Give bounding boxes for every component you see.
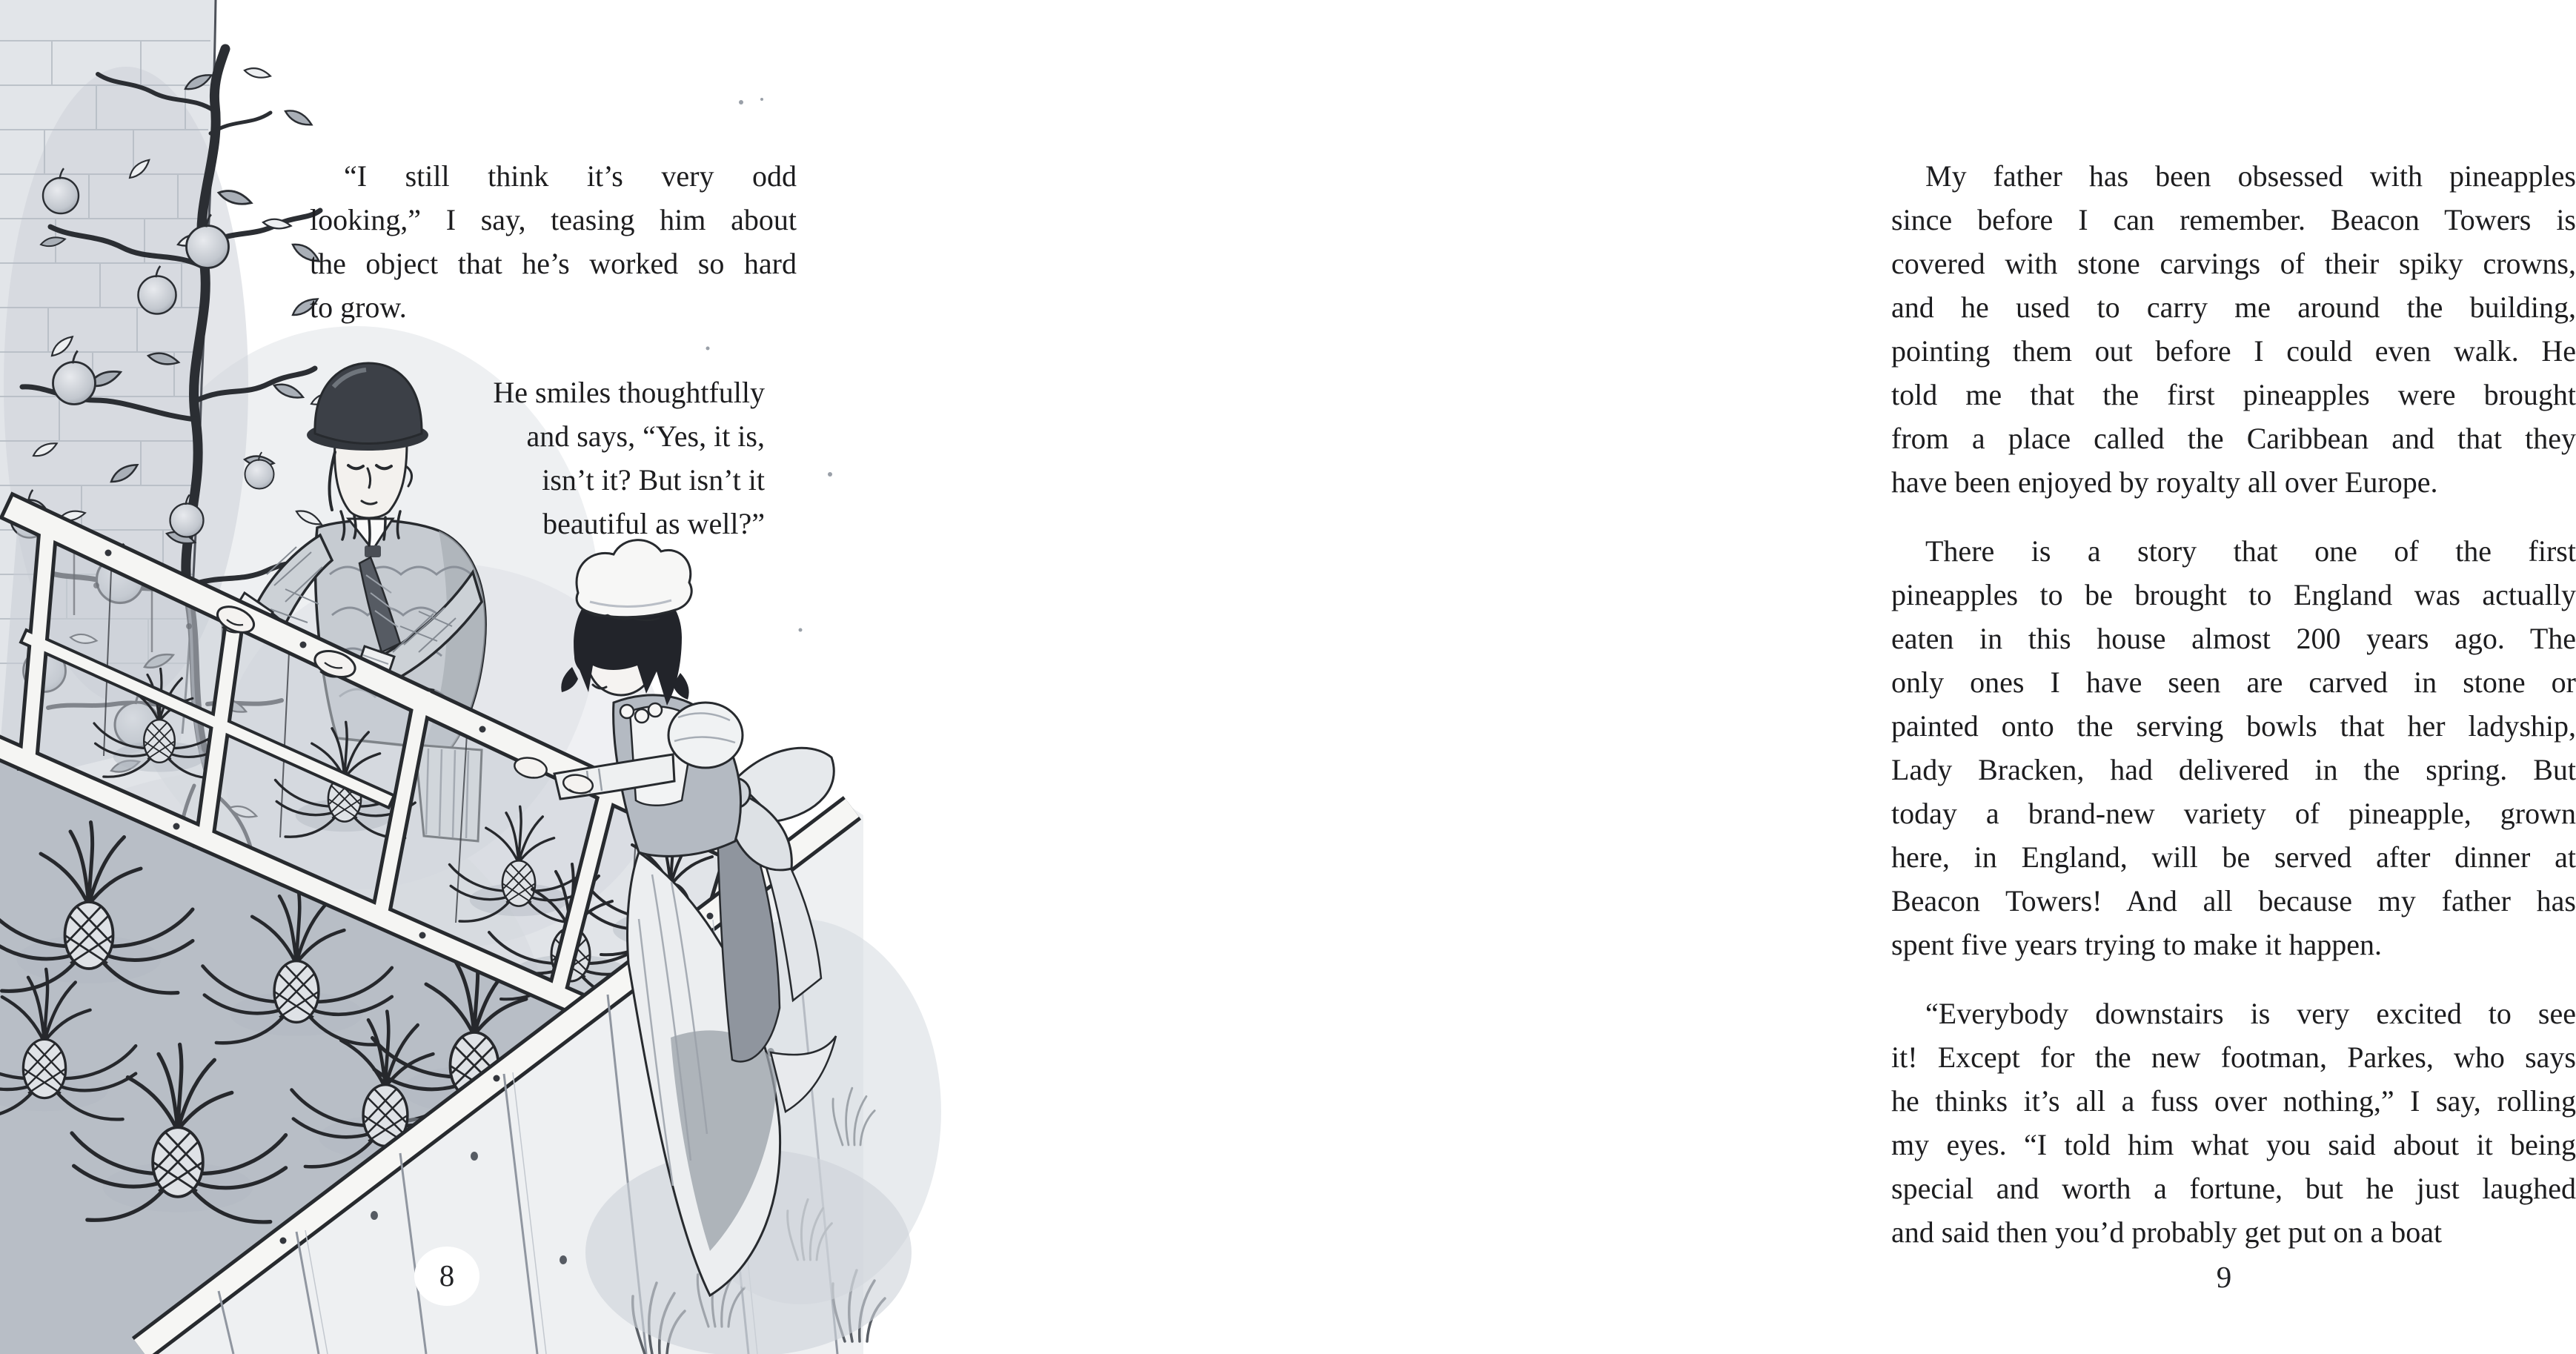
text-line: the object that he’s worked so hard bbox=[310, 247, 797, 280]
text-line: He smiles thoughtfully bbox=[493, 376, 765, 409]
text-line: beautiful as well?” bbox=[542, 507, 765, 540]
left-page bbox=[0, 0, 889, 1354]
left-paragraph-1 bbox=[310, 154, 797, 329]
text-line: spent five years trying to make it happen. bbox=[1891, 928, 2383, 961]
text-line: eaten in this house almost 200 years ago. The bbox=[1891, 622, 2576, 655]
right-page bbox=[889, 0, 2576, 1354]
text-line: looking,” I say, teasing him about bbox=[310, 203, 797, 236]
text-line: pineapples to be brought to England was actually bbox=[1891, 578, 2576, 611]
page-number-right: 9 bbox=[2216, 1260, 2232, 1294]
text-line: today a brand-new variety of pineapple, grown bbox=[1891, 797, 2576, 830]
left-paragraph-2 bbox=[310, 371, 765, 545]
text-line: here, in England, will be served after dinner at bbox=[1891, 840, 2576, 874]
text-line: special and worth a fortune, but he just laughed bbox=[1891, 1172, 2576, 1205]
text-line: “Everybody downstairs is very excited to see bbox=[1925, 997, 2576, 1030]
text-line: and he used to carry me around the building, bbox=[1891, 291, 2576, 324]
left-page-text bbox=[310, 154, 797, 545]
text-line: it! Except for the new footman, Parkes, who says bbox=[1891, 1041, 2576, 1074]
text-line: to grow. bbox=[310, 291, 407, 324]
text-line: told me that the first pineapples were brought bbox=[1891, 378, 2576, 411]
text-line: pointing them out before I could even walk. He bbox=[1891, 334, 2576, 368]
text-line: “I still think it’s very odd bbox=[344, 159, 797, 193]
text-line: and said then you’d probably get put on a boat bbox=[1891, 1215, 2443, 1249]
text-line: There is a story that one of the first bbox=[1925, 534, 2576, 568]
right-paragraph-2 bbox=[1891, 529, 2576, 966]
right-page-text bbox=[1891, 154, 2576, 1254]
text-line: isn’t it? But isn’t it bbox=[542, 463, 765, 497]
page-number-left: 8 bbox=[439, 1258, 455, 1292]
text-line: he thinks it’s all a fuss over nothing,” I say, rolling bbox=[1891, 1084, 2576, 1118]
puff-sleeve bbox=[668, 703, 743, 768]
text-line: have been enjoyed by royalty all over Europe. bbox=[1891, 465, 2438, 499]
text-line: since before I can remember. Beacon Towers is bbox=[1891, 203, 2576, 236]
text-line: and says, “Yes, it is, bbox=[526, 419, 765, 453]
text-line: Beacon Towers! And all because my father has bbox=[1891, 884, 2576, 917]
right-paragraph-3 bbox=[1891, 992, 2576, 1254]
text-line: My father has been obsessed with pineapples bbox=[1925, 159, 2576, 193]
text-line: covered with stone carvings of their spiky crowns, bbox=[1891, 247, 2576, 280]
text-line: Lady Bracken, had delivered in the spring. But bbox=[1891, 753, 2576, 786]
text-line: only ones I have seen are carved in stone or bbox=[1891, 666, 2576, 699]
text-line: my eyes. “I told him what you said about it being bbox=[1891, 1128, 2576, 1161]
right-paragraph-1 bbox=[1891, 154, 2576, 504]
text-line: painted onto the serving bowls that her ladyship, bbox=[1891, 709, 2576, 743]
text-line: from a place called the Caribbean and that they bbox=[1891, 422, 2576, 455]
